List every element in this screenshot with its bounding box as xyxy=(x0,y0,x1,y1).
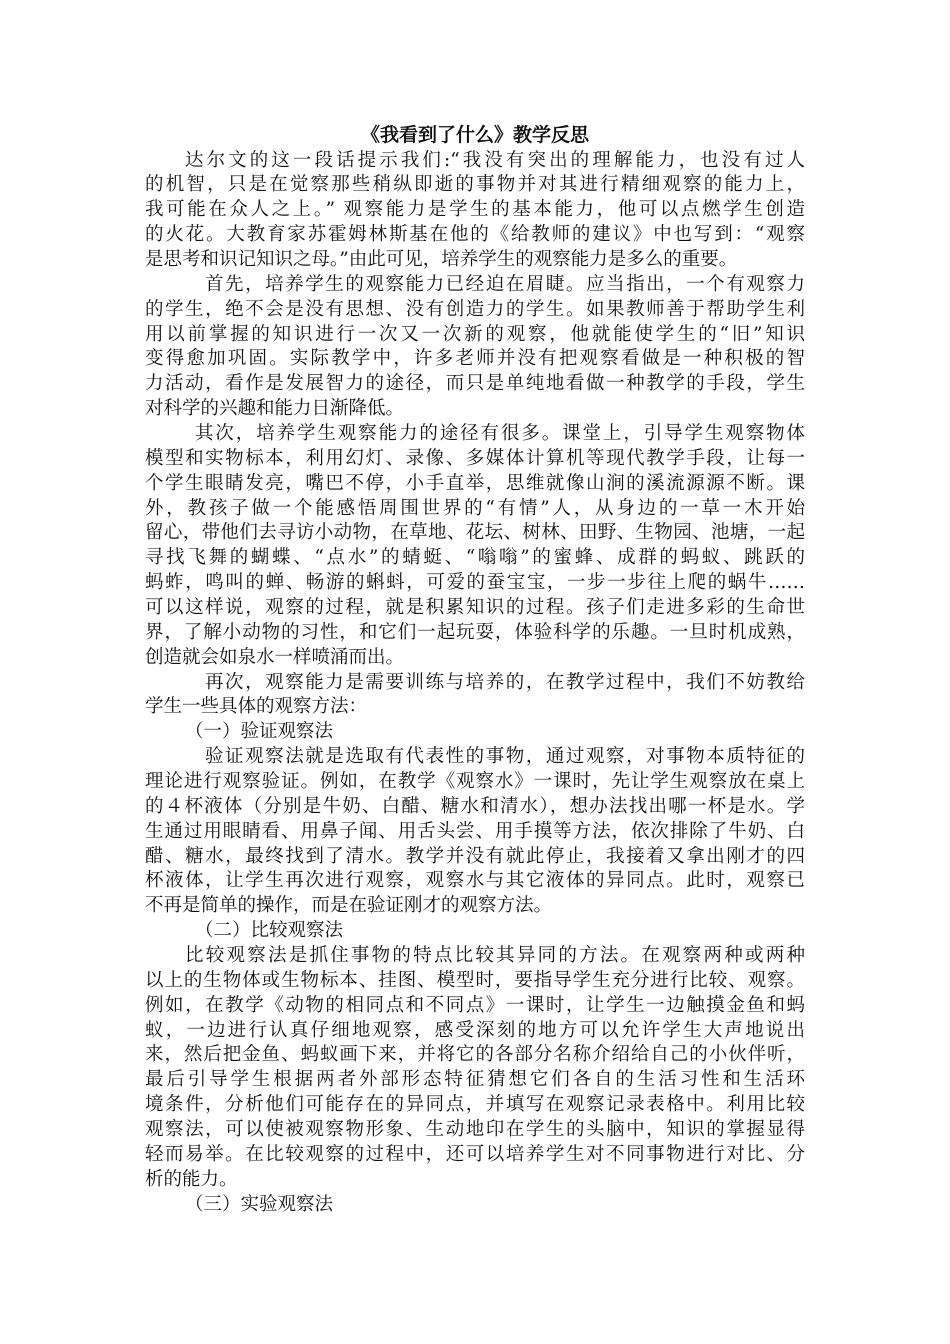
paragraph-line: 生通过用眼睛看、用鼻子闻、用舌头尝、用手摸等方法，依次排除了牛奶、白 xyxy=(145,821,805,842)
paragraph-line: 留心，带他们去寻访小动物，在草地、花坛、树林、田野、生物园、池塘，一起 xyxy=(145,522,805,543)
paragraph-line: 验证观察法就是选取有代表性的事物，通过观察，对事物本质特征的 xyxy=(205,746,805,767)
paragraph-line: 最后引导学生根据两者外部形态特征猜想它们各自的生活习性和生活环 xyxy=(145,1069,805,1090)
paragraph-line: 变得愈加巩固。实际教学中，许多老师并没有把观察看做是一种积极的智 xyxy=(145,348,805,369)
paragraph-line: 杯液体，让学生再次进行观察，观察水与其它液体的异同点。此时，观察已 xyxy=(145,870,805,891)
paragraph-line: 个学生眼睛发亮，嘴巴不停，小手直举，思维就像山涧的溪流源源不断。课 xyxy=(145,473,805,494)
paragraph-line: 达尔文的这一段话提示我们:“我没有突出的理解能力，也没有过人 xyxy=(185,150,805,171)
paragraph-line: 轻而易举。在比较观察的过程中，还可以培养学生对不同事物进行对比、分 xyxy=(145,1144,805,1165)
paragraph-line: 以上的生物体或生物标本、挂图、模型时，要指导学生充分进行比较、观察。 xyxy=(145,970,805,991)
paragraph-line: 蚂蚱，鸣叫的蝉、畅游的蝌蚪，可爱的蚕宝宝，一步一步往上爬的蜗牛…… xyxy=(145,572,805,593)
paragraph-line: 醋、糖水，最终找到了清水。教学并没有就此停止，我接着又拿出刚才的四 xyxy=(145,846,805,867)
paragraph-line: 不再是简单的操作，而是在验证刚才的观察方法。 xyxy=(145,895,553,916)
paragraph-line: 对科学的兴趣和能力日渐降低。 xyxy=(145,398,405,419)
paragraph-line: 创造就会如泉水一样喷涌而出。 xyxy=(145,647,405,668)
paragraph-line: 我可能在众人之上。” 观察能力是学生的基本能力，他可以点燃学生创造 xyxy=(145,199,805,220)
paragraph-line: 模型和实物标本，利用幻灯、录像、多媒体计算机等现代教学手段，让每一 xyxy=(145,448,805,469)
paragraph-line: 例如，在教学《动物的相同点和不同点》一课时，让学生一边触摸金鱼和蚂 xyxy=(145,995,805,1016)
section-heading: （一）验证观察法 xyxy=(185,721,334,742)
paragraph-line: 寻找飞舞的蝴蝶、“点水”的蜻蜓、“嗡嗡”的蜜蜂、成群的蚂蚁、跳跃的 xyxy=(145,547,805,568)
paragraph-line: 的学生，绝不会是没有思想、没有创造力的学生。如果教师善于帮助学生利 xyxy=(145,299,805,320)
paragraph-line: 比较观察法是抓住事物的特点比较其异同的方法。在观察两种或两种 xyxy=(185,945,805,966)
paragraph-line: 的火花。大教育家苏霍姆林斯基在他的《给教师的建议》中也写到：“观察 xyxy=(145,224,805,245)
paragraph-line: 用以前掌握的知识进行一次又一次新的观察，他就能使学生的“旧”知识 xyxy=(145,324,805,345)
paragraph-line: 首先，培养学生的观察能力已经迫在眉睫。应当指出，一个有观察力 xyxy=(205,274,805,295)
paragraph-line: 境条件，分析他们可能存在的异同点，并填写在观察记录表格中。利用比较 xyxy=(145,1094,805,1115)
paragraph-line: 析的能力。 xyxy=(145,1169,238,1190)
paragraph-line: 理论进行观察验证。例如，在教学《观察水》一课时，先让学生观察放在桌上 xyxy=(145,771,805,792)
paragraph-line: 来，然后把金鱼、蚂蚁画下来，并将它的各部分名称介绍给自己的小伙伴听， xyxy=(145,1044,805,1065)
paragraph-line: 观察法，可以使被观察物形象、生动地印在学生的头脑中，知识的掌握显得 xyxy=(145,1119,805,1140)
paragraph-line: 的４杯液体（分别是牛奶、白醋、糖水和清水），想办法找出哪一杯是水。学 xyxy=(145,796,805,817)
paragraph-line: 外，教孩子做一个能感悟周围世界的“有情”人，从身边的一草一木开始 xyxy=(145,498,805,519)
paragraph-line: 学生一些具体的观察方法： xyxy=(145,696,368,717)
paragraph-line: 是思考和识记知识之母。”由此可见，培养学生的观察能力是多么的重要。 xyxy=(145,249,738,270)
paragraph-line: 再次，观察能力是需要训练与培养的，在教学过程中，我们不妨教给 xyxy=(205,672,805,693)
paragraph-line: 力活动，看作是发展智力的途径，而只是单纯地看做一种教学的手段，学生 xyxy=(145,373,805,394)
paragraph-line: 的机智，只是在觉察那些稍纵即逝的事物并对其进行精细观察的能力上， xyxy=(145,174,805,195)
paragraph-line: 可以这样说，观察的过程，就是积累知识的过程。孩子们走进多彩的生命世 xyxy=(145,597,805,618)
section-heading: （二）比较观察法 xyxy=(195,920,344,941)
document-title: 《我看到了什么》教学反思 xyxy=(360,124,589,146)
paragraph-line: 蚁，一边进行认真仔细地观察，感受深刻的地方可以允许学生大声地说出 xyxy=(145,1020,805,1041)
paragraph-line: 界，了解小动物的习性，和它们一起玩耍，体验科学的乐趣。一旦时机成熟， xyxy=(145,622,805,643)
paragraph-line: 其次，培养学生观察能力的途径有很多。课堂上，引导学生观察物体 xyxy=(195,423,805,444)
section-heading: （三）实验观察法 xyxy=(185,1194,334,1215)
